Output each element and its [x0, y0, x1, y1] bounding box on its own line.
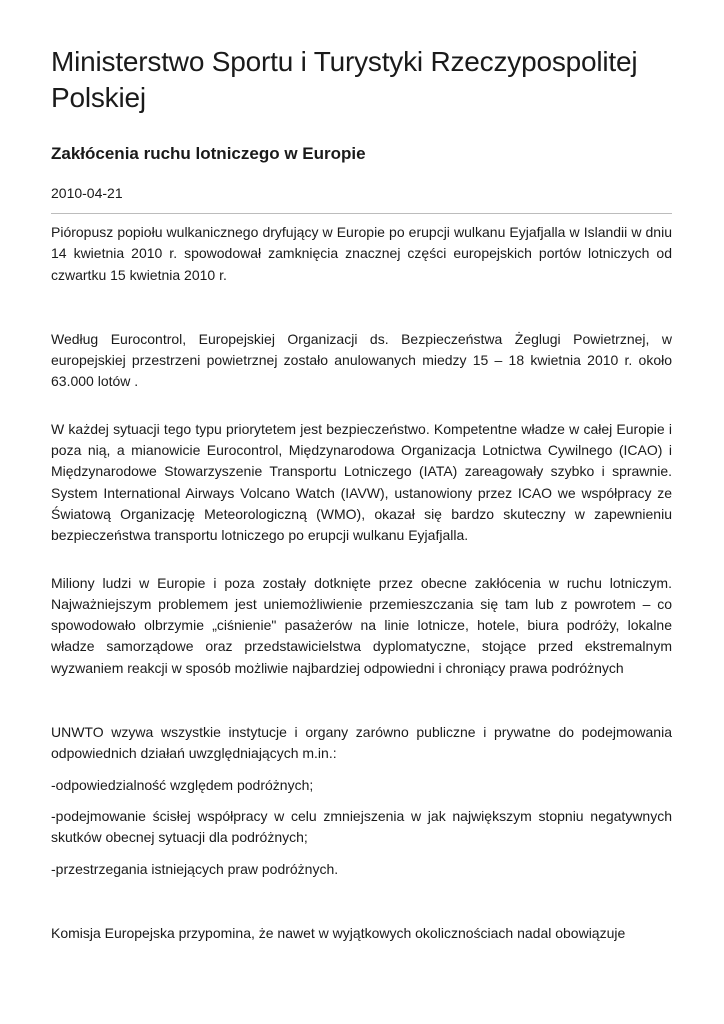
paragraph-safety: W każdej sytuacji tego typu priorytetem jest bezpieczeństwo. Kompetentne władze w całej Europie i poza nią, a mianowicie Eurocontrol, Międzynarodowa Organizacja Lotnictwa Cywilnego (ICAO) i Międzynarodowe Stowarzyszenie Transportu Lotniczego (IATA) zareagowały szybko i sprawnie. System International Airways Volcano Watch (IAVW), ustanowiony przez ICAO we współpracy ze Światową Organizację Meteorologiczną (WMO), okazał się bardzo skuteczny w zapewnieniu bezpieczeństwa transportu lotniczego po erupcji wulkanu Eyjafjalla.: [51, 420, 672, 544]
divider: [51, 213, 672, 214]
site-title: Ministerstwo Sportu i Turystyki Rzeczypospolitej Polskiej: [51, 46, 638, 113]
list-item: -odpowiedzialność względem podróżnych;: [51, 776, 314, 793]
article-date: 2010-04-21: [51, 185, 123, 201]
list-item: -podejmowanie ścisłej współpracy w celu zmniejszenia w jak największym stopniu negatywnych skutków obecnej sytuacji dla podróżnych;: [51, 807, 672, 846]
paragraph-passengers: Miliony ludzi w Europie i poza zostały dotknięte przez obecne zakłócenia w ruchu lotniczym. Najważniejszym problemem jest uniemożliwienie przemieszczania się tam lub z powrotem – co spowodowało olbrzymie „ciśnienie" pasażerów na linie lotnicze, hotele, biura podróży, lokalne władze samorządowe oraz przedstawicielstwa dyplomatyczne, stojące przed ekstremalnym wyzwaniem reakcji w sposób możliwie najbardziej odpowiedni i chroniący prawa podróżnych: [51, 574, 672, 676]
article-title: Zakłócenia ruchu lotniczego w Europie: [51, 144, 366, 163]
paragraph-eruption: Pióropusz popiołu wulkanicznego dryfujący w Europie po erupcji wulkanu Eyjafjalla w Islandii w dniu 14 kwietnia 2010 r. spowodował zamknięcia znacznej części europejskich portów lotniczych od czwartku 15 kwietnia 2010 r.: [51, 224, 672, 283]
article-body: [51, 222, 672, 944]
list-item: -przestrzegania istniejących praw podróżnych.: [51, 860, 339, 877]
paragraph-commission: Komisja Europejska przypomina, że nawet w wyjątkowych okolicznościach nadal obowiązuje: [51, 924, 626, 941]
paragraph-eurocontrol: Według Eurocontrol, Europejskiej Organizacji ds. Bezpieczeństwa Żeglugi Powietrznej, w europejskiej przestrzeni powietrznej zostało anulowanych miedzy 15 – 18 kwietnia 2010 r. około 63.000 lotów .: [51, 330, 672, 390]
paragraph-unwto: UNWTO wzywa wszystkie instytucje i organy zarówno publiczne i prywatne do podejmowania odpowiednich działań uwzględniających m.in.:: [51, 724, 672, 762]
